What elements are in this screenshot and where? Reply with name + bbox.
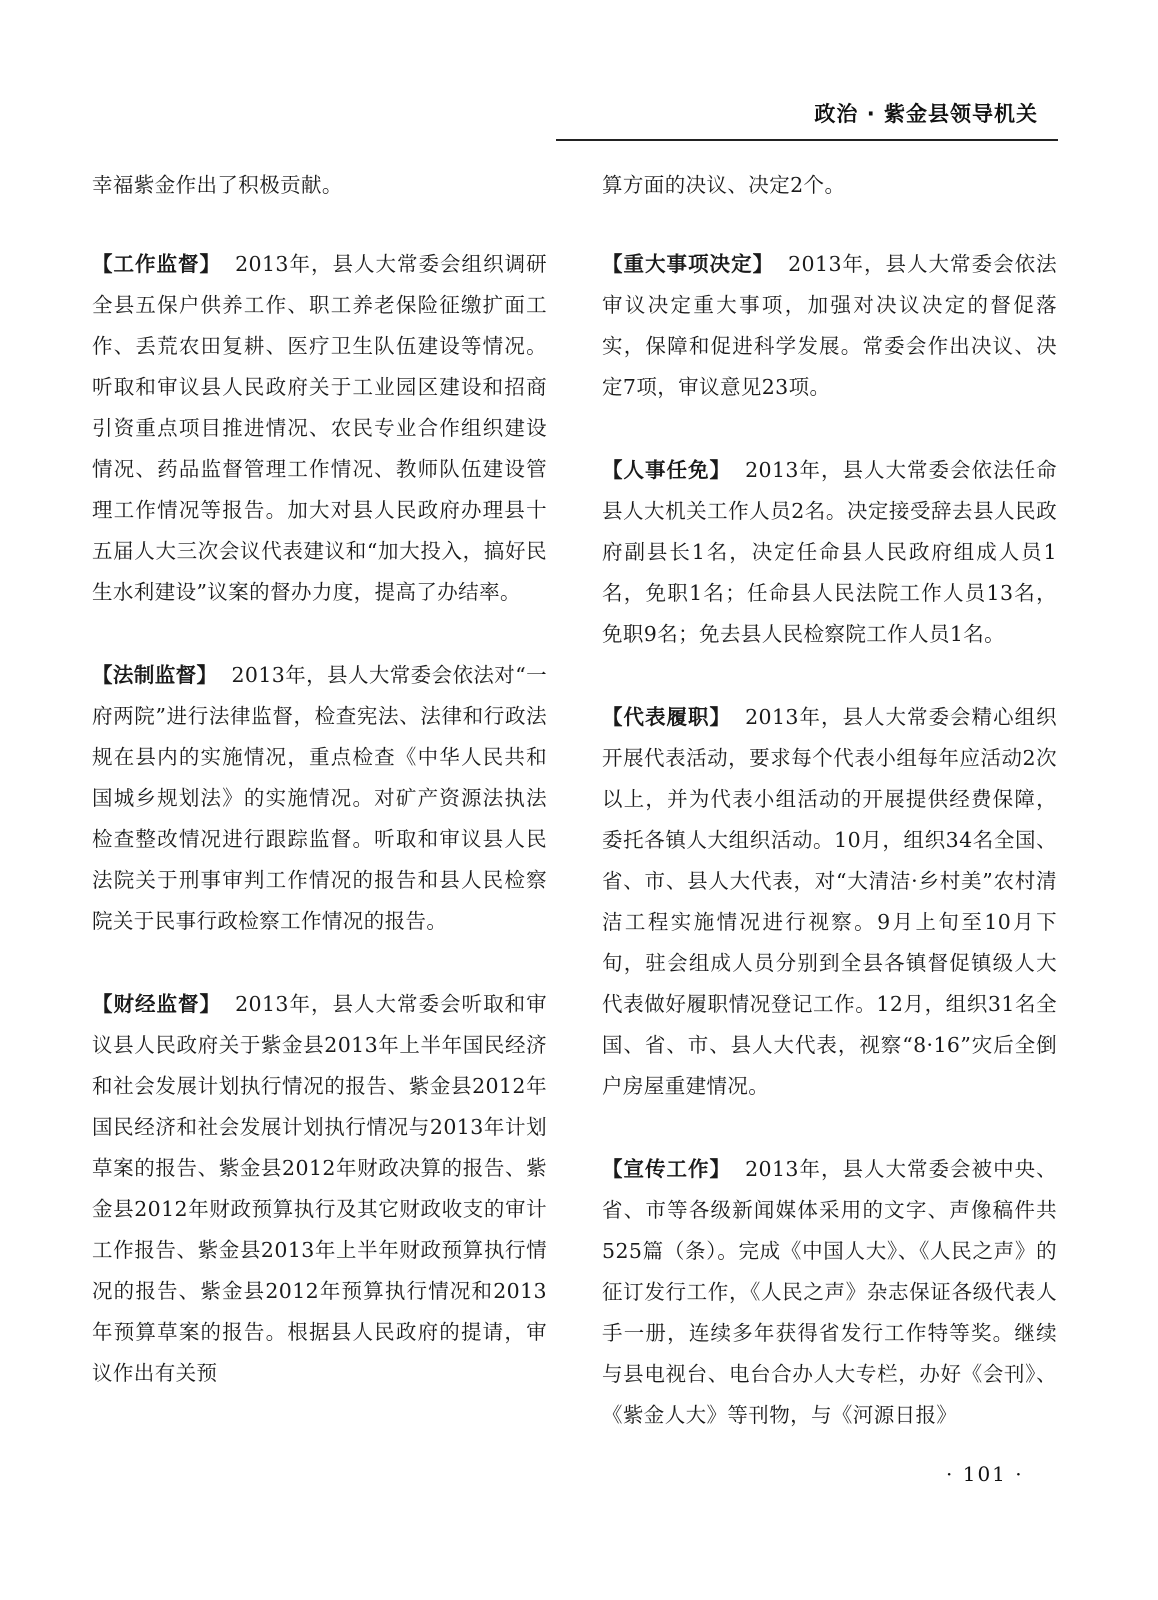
paragraph-text: 2013年，县人大常委会听取和审议县人民政府关于紫金县2013年上半年国民经济和社会发展计划执行情况的报告、紫金县2012年国民经济和社会发展计划执行情况与2013年计划草案的报告、紫金县2012年财政决算的报告、紫金县2012年财政预算执行及其它财政收支的审计工作报告、紫金县2013年上半年财政预算执行情况的报告、紫金县2012年预算执行情况和2013年预算草案的报告。根据县人民政府的提请，审议作出有关预	[92, 992, 547, 1385]
paragraph	[602, 450, 1057, 655]
header-rule	[556, 139, 1058, 141]
paragraph	[92, 165, 547, 206]
paragraph	[92, 984, 547, 1394]
paragraph	[92, 244, 547, 613]
section-title: 【法制监督】	[92, 663, 218, 687]
section-title: 【财经监督】	[92, 992, 222, 1016]
paragraph-text: 2013年，县人大常委会组织调研全县五保户供养工作、职工养老保险征缴扩面工作、丢荒农田复耕、医疗卫生队伍建设等情况。听取和审议县人民政府关于工业园区建设和招商引资重点项目推进情况、农民专业合作组织建设情况、药品监督管理工作情况、教师队伍建设管理工作情况等报告。加大对县人民政府办理县十五届人大三次会议代表建议和“加大投入，搞好民生水利建设”议案的督办力度，提高了办结率。	[92, 252, 547, 604]
paragraph-text: 2013年，县人大常委会依法审议决定重大事项，加强对决议决定的督促落实，保障和促进科学发展。常委会作出决议、决定7项，审议意见23项。	[602, 252, 1057, 399]
section-title: 【重大事项决定】	[602, 252, 775, 276]
paragraph-text: 算方面的决议、决定2个。	[602, 173, 846, 197]
right-column	[602, 165, 1057, 1478]
paragraph	[602, 165, 1057, 206]
paragraph-text: 2013年，县人大常委会依法对“一府两院”进行法律监督，检查宪法、法律和行政法规在县内的实施情况，重点检查《中华人民共和国城乡规划法》的实施情况。对矿产资源法执法检查整改情况进行跟踪监督。听取和审议县人民法院关于刑事审判工作情况的报告和县人民检察院关于民事行政检察工作情况的报告。	[92, 663, 547, 933]
paragraph	[92, 655, 547, 942]
running-header: 政治 · 紫金县领导机关	[814, 102, 1038, 126]
section-title: 【宣传工作】	[602, 1157, 732, 1181]
paragraph-text: 2013年，县人大常委会依法任命县人大机关工作人员2名。决定接受辞去县人民政府副县长1名，决定任命县人民政府组成人员1名，免职1名；任命县人民法院工作人员13名，免职9名；免去县人民检察院工作人员1名。	[602, 458, 1057, 646]
paragraph-text: 幸福紫金作出了积极贡献。	[92, 173, 343, 197]
page-number: · 101 ·	[946, 1462, 1024, 1486]
section-title: 【人事任免】	[602, 458, 732, 482]
section-title: 【代表履职】	[602, 705, 732, 729]
section-title: 【工作监督】	[92, 252, 222, 276]
left-column	[92, 165, 547, 1436]
paragraph	[602, 1149, 1057, 1436]
paragraph	[602, 244, 1057, 408]
paragraph	[602, 697, 1057, 1107]
paragraph-text: 2013年，县人大常委会精心组织开展代表活动，要求每个代表小组每年应活动2次以上，并为代表小组活动的开展提供经费保障，委托各镇人大组织活动。10月，组织34名全国、省、市、县人大代表，对“大清洁·乡村美”农村清洁工程实施情况进行视察。9月上旬至10月下旬，驻会组成人员分别到全县各镇督促镇级人大代表做好履职情况登记工作。12月，组织31名全国、省、市、县人大代表，视察“8·16”灾后全倒户房屋重建情况。	[602, 705, 1057, 1098]
paragraph-text: 2013年，县人大常委会被中央、省、市等各级新闻媒体采用的文字、声像稿件共525篇（条）。完成《中国人大》、《人民之声》的征订发行工作，《人民之声》杂志保证各级代表人手一册，连续多年获得省发行工作特等奖。继续与县电视台、电台合办人大专栏，办好《会刊》、《紫金人大》等刊物，与《河源日报》	[602, 1157, 1057, 1427]
